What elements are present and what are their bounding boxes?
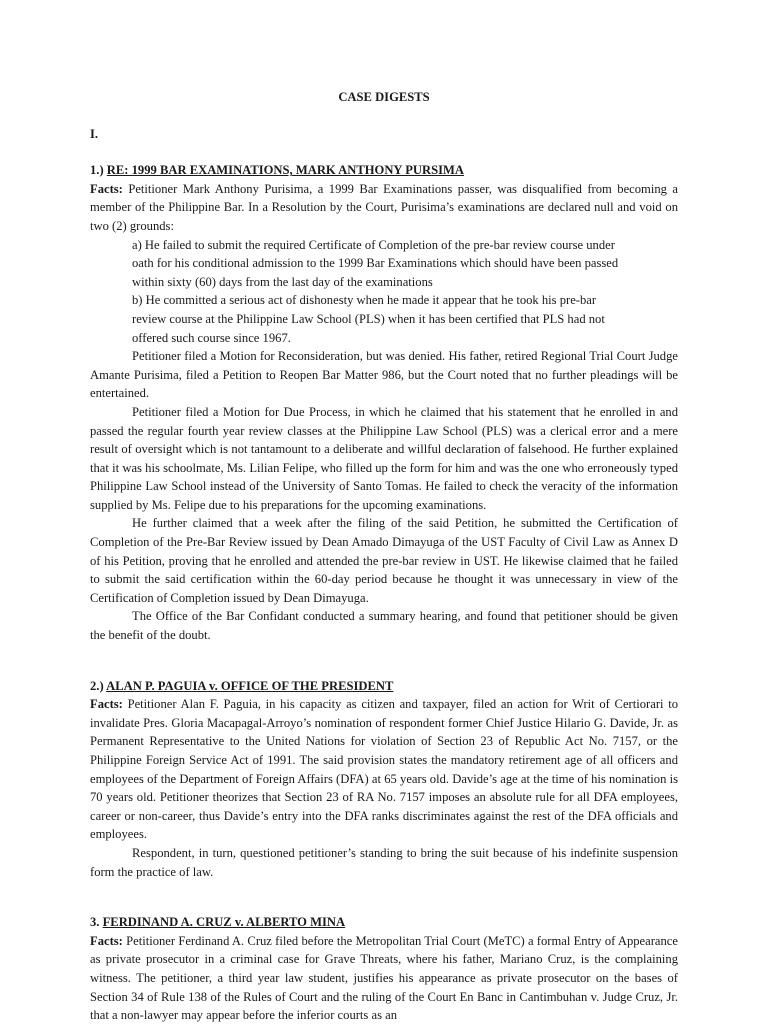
document-title: CASE DIGESTS <box>338 90 430 104</box>
case-1 <box>90 161 678 644</box>
spacer <box>90 881 678 913</box>
facts-label: Facts: <box>90 697 123 712</box>
facts-paragraph <box>90 932 678 1025</box>
grounds-list <box>90 236 632 348</box>
body-paragraph: The Office of the Bar Confidant conducted a summary hearing, and found that petitioner should be given the benefit of the doubt. <box>90 609 678 643</box>
case-number: 3. <box>90 915 100 930</box>
facts-text: Petitioner Mark Anthony Purisima, a 1999 Bar Examinations passer, was disqualified from becoming a member of the Philippine Bar. In a Resolution by the Court, Purisima’s examinations are declared null and void on two (2) grounds: <box>90 181 678 233</box>
list-item: a) He failed to submit the required Certificate of Completion of the pre-bar review course under oath for his conditional admission to the 1999 Bar Examinations which should have been passed within sixty (60) days from the last day of the examinations <box>132 237 619 289</box>
case-title: FERDINAND A. CRUZ v. ALBERTO MINA <box>102 915 346 930</box>
case-heading <box>90 677 678 696</box>
facts-paragraph <box>90 695 678 844</box>
facts-text: Petitioner Ferdinand A. Cruz filed before the Metropolitan Trial Court (MeTC) a formal Entry of Appearance as private prosecutor in a criminal case for Grave Threats, where his father, Mariano Cruz, is the complaining witness. The petitioner, a third year law student, justifies his appearance as private prosecutor on the bases of Section 34 of Rule 138 of the Rules of Court and the ruling of the Court En Banc in Cantimbuhan v. Judge Cruz, Jr. that a non-lawyer may appear before the inferior courts as an <box>90 933 678 1023</box>
body-paragraph: Petitioner filed a Motion for Reconsideration, but was denied. His father, retired Regional Trial Court Judge Amante Purisima, filed a Petition to Reopen Bar Matter 986, but the Court noted that no further pleadings will be entertained. <box>90 349 678 401</box>
body-paragraph: Petitioner filed a Motion for Due Process, in which he claimed that his statement that he enrolled in and passed the regular fourth year review classes at the Philippine Law School (PLS) was a clerical error and a mere result of oversight which is not tantamount to a deliberate and willful declaration of falsehood. He further explained that it was his schoolmate, Ms. Lilian Felipe, who filled up the form for him and was the one who erroneously typed Philippine Law School instead of the University of Santo Tomas. He failed to check the veracity of the information supplied by Ms. Felipe due to his preparations for the upcoming examinations. <box>90 404 678 512</box>
case-heading <box>90 913 678 932</box>
case-2 <box>90 677 678 882</box>
list-item: b) He committed a serious act of dishonesty when he made it appear that he took his pre-bar review course at the Philippine Law School (PLS) when it has been certified that PLS had not offered such course since 1967. <box>132 293 605 345</box>
section-number: I. <box>90 126 99 141</box>
body-paragraph: Respondent, in turn, questioned petitioner’s standing to bring the suit because of his indefinite suspension form the practice of law. <box>90 845 678 879</box>
document-page <box>90 88 678 1025</box>
spacer <box>90 645 678 677</box>
case-heading <box>90 161 678 180</box>
facts-label: Facts: <box>90 933 123 948</box>
facts-label: Facts: <box>90 181 123 196</box>
facts-paragraph <box>90 180 678 236</box>
body-paragraph: He further claimed that a week after the filing of the said Petition, he submitted the Certification of Completion of the Pre-Bar Review issued by Dean Amado Dimayuga of the UST Faculty of Civil Law as Annex D of his Petition, proving that he enrolled and attended the pre-bar review in UST. He likewise claimed that he failed to submit the said certification within the 60-day period because he thought it was unnecessary in view of the Certification of Completion issued by Dean Dimayuga. <box>90 516 678 605</box>
case-title: RE: 1999 BAR EXAMINATIONS, MARK ANTHONY PURSIMA <box>106 163 464 178</box>
case-number: 1.) <box>90 163 104 178</box>
facts-text: Petitioner Alan F. Paguia, in his capacity as citizen and taxpayer, filed an action for Writ of Certiorari to invalidate Pres. Gloria Macapagal-Arroyo’s nomination of respondent former Chief Justice Hilario G. Davide, Jr. as Permanent Representative to the United Nations for violation of Section 23 of Republic Act No. 7157, or the Philippine Foreign Service Act of 1991. The said provision states the mandatory retirement age of all officers and employees of the Department of Foreign Affairs (DFA) at 65 years old. Davide’s age at the time of his nomination is 70 years old. Petitioner theorizes that Section 23 of RA No. 7157 imposes an absolute rule for all DFA employees, career or non-career, thus Davide’s entry into the DFA ranks discriminates against the rest of the DFA officials and employees. <box>90 697 678 842</box>
case-3 <box>90 913 678 1025</box>
case-title: ALAN P. PAGUIA v. OFFICE OF THE PRESIDENT <box>106 678 394 693</box>
case-number: 2.) <box>90 678 104 693</box>
